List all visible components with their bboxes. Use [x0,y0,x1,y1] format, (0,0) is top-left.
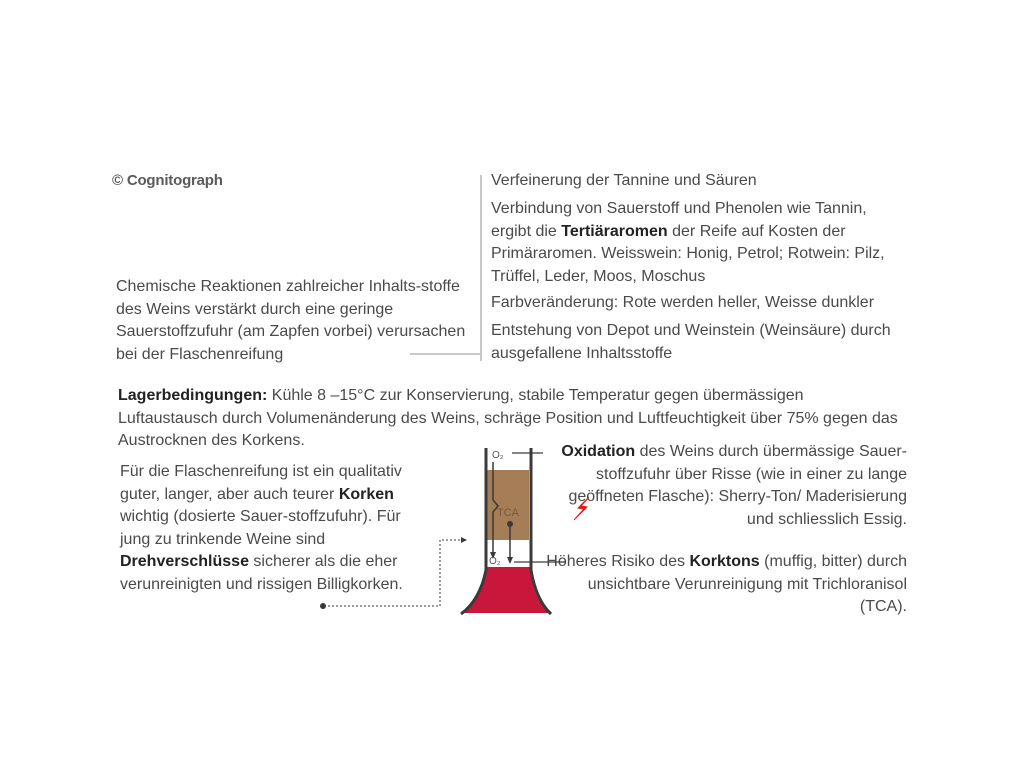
connector-start-dot [320,603,326,609]
storage-label: Lagerbedingungen: [118,387,268,404]
cork-text-2: wichtig (dosierte Sauer-stoffzufuhr). Für jung zu trinkende Weine sind [120,508,401,548]
oxidation-body: des Weins durch übermässige Sauer-stoffzufuhr über Risse (wie in einer zu lange geöffneten Flasche): Sherry-Ton/ Maderisierung und schliesslich Essig. [568,443,907,528]
risk-text-post: (muffig, bitter) durch unsichtbare Verunreinigung mit Trichloranisol (TCA). [587,553,907,615]
depot-text: Entstehung von Depot und Weinstein (Weinsäure) durch ausgefallene Inhaltsstoffe [491,322,891,362]
o2-bottom-label: O₂ [489,556,501,567]
tca-dot [507,521,513,527]
cork-text-1: Für die Flaschenreifung ist ein qualitativ guter, langer, aber auch teurer [120,463,402,503]
tca-arrowhead [507,557,513,564]
copyright-credit: © Cognitograph [112,172,223,189]
dotted-connector-arrowhead [461,537,467,543]
lightning-warning-icon [574,497,589,520]
cork-taint-term: Korktons [689,553,760,570]
o2-top-label: O₂ [492,450,504,461]
chemical-reactions-text: Chemische Reaktionen zahlreicher Inhalts-stoffe des Weins verstärkt durch eine geringe Sauerstoffzufuhr (am Zapfen vorbei) verursachen bei der Flaschenreifung [116,278,466,363]
tertiary-text-pre: Verbindung von Sauerstoff und Phenolen wie Tannin, ergibt die [491,200,867,240]
tertiary-aromas-term: Tertiäraromen [561,222,668,240]
dotted-connector [324,540,462,606]
tca-label: TCA [497,507,519,519]
storage-body: Kühle 8 –15°C zur Konservierung, stabile Temperatur gegen übermässigen Luftaustausch durch Volumenänderung des Weins, schräge Position und Luftfeuchtigkeit über 75% gegen das Austrocknen des Korkens. [118,387,898,449]
risk-text-pre: Höheres Risiko des [546,553,690,570]
tertiary-text-post: der Reife auf Kosten der Primäraromen. Weisswein: Honig, Petrol; Rotwein: Pilz, Trüffel, Leder, Moos, Moschus [491,222,885,285]
cork-text-3: sicherer als die eher verunreinigten und rissigen Billigkorken. [120,553,403,593]
tannin-refinement-text: Verfeinerung der Tannine und Säuren [491,172,757,189]
color-change-text: Farbveränderung: Rote werden heller, Weisse dunkler [491,294,875,311]
screwcap-term: Drehverschlüsse [120,553,249,570]
cork-term: Korken [338,485,394,503]
oxidation-term: Oxidation [561,443,636,460]
